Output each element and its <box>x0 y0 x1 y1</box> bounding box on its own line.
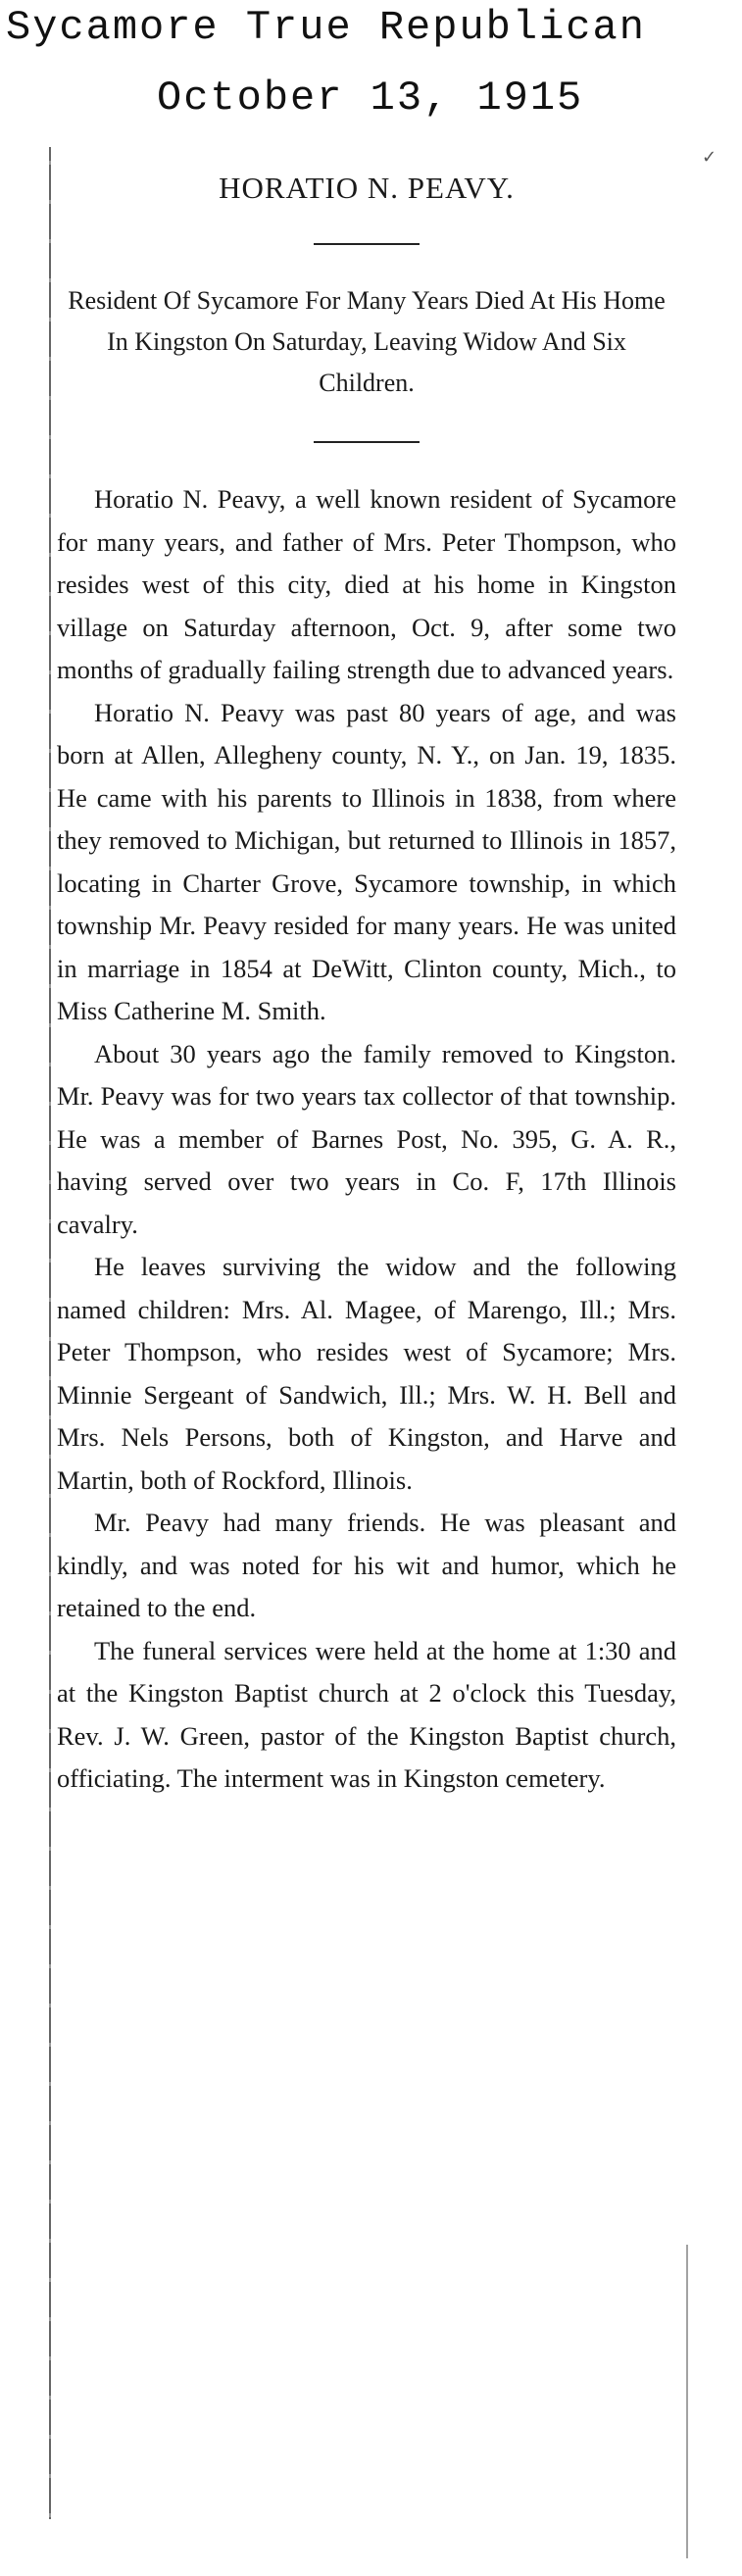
paragraph: Mr. Peavy had many friends. He was pleasant and kindly, and was noted for his wit and humor, which he retained to the end. <box>57 1508 676 1622</box>
column-rule-right <box>686 2245 688 2558</box>
newspaper-name: Sycamore True Republican <box>6 4 646 51</box>
column-rule-left <box>49 147 51 2519</box>
headline-divider <box>314 243 420 245</box>
paragraph: The funeral services were held at the home at 1:30 and at the Kingston Baptist church at 2 o'clock this Tuesday, Rev. J. W. Green, pastor of the Kingston Baptist church, officiating. The interment was in Kingston cemetery. <box>57 1635 676 1793</box>
obituary-article <box>57 167 676 1801</box>
article-headline: HORATIO N. PEAVY. <box>219 171 515 205</box>
paragraph: He leaves surviving the widow and the following named children: Mrs. Al. Magee, of Marengo, Ill.; Mrs. Peter Thompson, who resides west of Sycamore; Mrs. Minnie Sergeant of Sandwich, Ill.; Mrs. W. H. Bell and Mrs. Nels Persons, both of Kingston, and Harve and Martin, both of Rockford, Illinois. <box>57 1252 676 1495</box>
article-subhead: Resident Of Sycamore For Many Years Died At His Home In Kingston On Saturday, Leaving Widow And Six Children. <box>68 286 666 397</box>
article-body <box>57 478 676 1801</box>
subhead-divider <box>314 441 420 443</box>
paragraph: Horatio N. Peavy, a well known resident of Sycamore for many years, and father of Mrs. Peter Thompson, who resides west of this city, died at his home in Kingston village on Saturday afternoon, Oct. 9, after some two months of gradually failing strength due to advanced years. <box>57 484 676 684</box>
paragraph: About 30 years ago the family removed to Kingston. Mr. Peavy was for two years tax collector of that township. He was a member of Barnes Post, No. 395, G. A. R., having served over two years in Co. F, 17th Illinois cavalry. <box>57 1038 676 1239</box>
publication-date: October 13, 1915 <box>157 74 584 122</box>
check-mark-icon: ✓ <box>702 147 717 168</box>
paragraph: Horatio N. Peavy was past 80 years of age, and was born at Allen, Allegheny county, N. Y., on Jan. 19, 1835. He came with his parents to Illinois in 1838, from where they removed to Michigan, but returned to Illinois in 1857, locating in Charter Grove, Sycamore township, in which township Mr. Peavy resided for many years. He was united in marriage in 1854 at DeWitt, Clinton county, Mich., to Miss Catherine M. Smith. <box>57 697 676 1025</box>
